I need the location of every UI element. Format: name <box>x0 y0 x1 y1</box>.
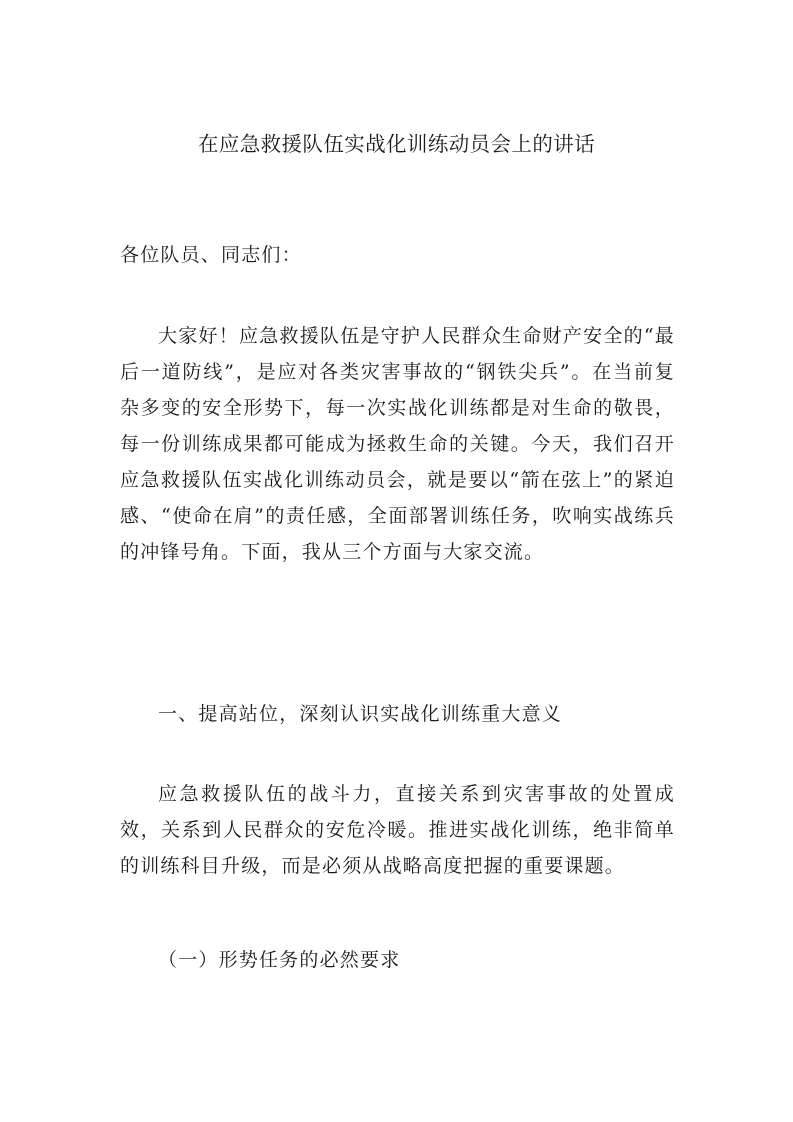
body-paragraph-section-1: 应急救援队伍的战斗力，直接关系到灾害事故的处置成效，关系到人民群众的安危冷暖。推进实战化训练，绝非简单的训练科目升级，而是必须从战略高度把握的重要课题。 <box>120 783 675 877</box>
document-title: 在应急救援队伍实战化训练动员会上的讲话 <box>197 132 596 156</box>
section-heading-1: 一、提高站位，深刻认识实战化训练重大意义 <box>158 703 563 725</box>
body-paragraph-intro: 大家好！应急救援队伍是守护人民群众生命财产安全的“最后一道防线”，是应对各类灾害事故的“钢铁尖兵”。在当前复杂多变的安全形势下，每一次实战化训练都是对生命的敬畏，每一份训练成果都可能成为拯救生命的关键。今天，我们召开应急救援队伍实战化训练动员会，就是要以“箭在弦上”的紧迫感、“使命在肩”的责任感，全面部署训练任务，吹响实战练兵的冲锋号角。下面，我从三个方面与大家交流。 <box>120 325 675 563</box>
salutation: 各位队员、同志们： <box>120 244 302 266</box>
subsection-heading-1: （一）形势任务的必然要求 <box>158 949 401 971</box>
